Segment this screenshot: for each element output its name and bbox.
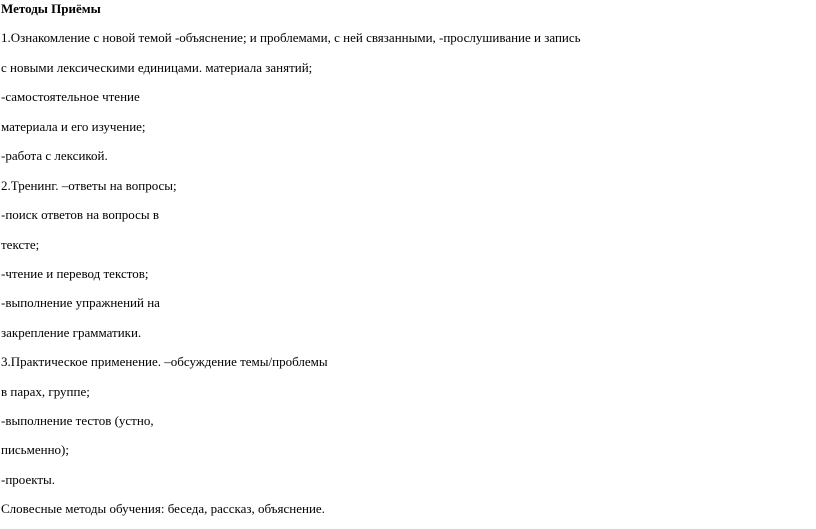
text-line: 2.Тренинг. –ответы на вопросы; xyxy=(1,178,177,193)
text-line: -выполнение тестов (устно, xyxy=(1,413,154,428)
text-line: -самостоятельное чтение xyxy=(1,89,140,104)
text-line: 1.Ознакомление с новой темой -объяснение; и проблемами, с ней связанными, -прослушивание и запись xyxy=(1,30,581,45)
text-line: -выполнение упражнений на xyxy=(1,295,160,310)
text-line: закрепление грамматики. xyxy=(1,325,142,340)
text-line: -чтение и перевод текстов; xyxy=(1,266,149,281)
text-line: -поиск ответов на вопросы в xyxy=(1,207,160,222)
text-line: материала и его изучение; xyxy=(1,119,146,134)
text-line: в парах, группе; xyxy=(1,384,90,399)
text-line: 3.Практическое применение. –обсуждение темы/проблемы xyxy=(1,354,328,369)
text-line: -проекты. xyxy=(1,472,56,487)
text-line: Словесные методы обучения: беседа, рассказ, объяснение. xyxy=(1,501,325,516)
text-line: тексте; xyxy=(1,237,40,252)
document-heading: Методы Приёмы xyxy=(1,1,101,16)
text-line: с новыми лексическими единицами. материала занятий; xyxy=(1,60,313,75)
text-line: письменно); xyxy=(1,442,69,457)
text-line: -работа с лексикой. xyxy=(1,148,108,163)
